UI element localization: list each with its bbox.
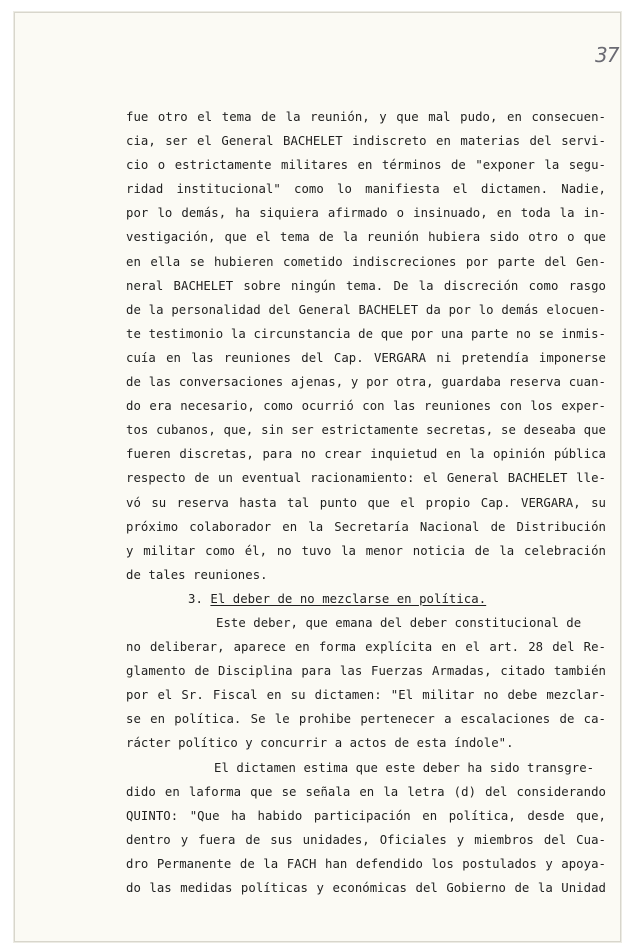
section-number: 3. (188, 591, 203, 606)
paragraph-2 (126, 611, 606, 756)
text-line: glamento de Disciplina para las Fuerzas Armadas, citado también (126, 664, 606, 679)
text-line: ridad institucional" como lo manifiesta el dictamen. Nadie, (126, 182, 606, 197)
text-line: dentro y fuera de sus unidades, Oficiales y miembros del Cua- (126, 832, 606, 847)
document-page (14, 12, 621, 942)
text-line: cuía en las reuniones del Cap. VERGARA ni pretendía imponerse (126, 350, 606, 365)
text-line: de la personalidad del General BACHELET da por lo demás elocuen- (126, 302, 606, 317)
text-line: QUINTO: "Que ha habido participación en política, desde que, (126, 808, 606, 823)
text-line: neral BACHELET sobre ningún tema. De la discreción como rasgo (126, 278, 606, 293)
text-line: de tales reuniones. (126, 567, 268, 582)
text-line: por el Sr. Fiscal en su dictamen: "El militar no debe mezclar- (126, 688, 606, 703)
paragraph-3 (126, 756, 606, 901)
text-line: do las medidas políticas y económicas del Gobierno de la Unidad (126, 881, 606, 895)
text-line: se en política. Se le prohibe pertenecer a escalaciones de ca- (126, 712, 606, 727)
text-line: no deliberar, aparece en forma explícita en el art. 28 del Re- (126, 640, 606, 655)
text-line: te testimonio la circunstancia de que por una parte no se inmis- (126, 326, 606, 341)
text-line: por lo demás, ha siquiera afirmado o insinuado, en toda la in- (126, 206, 606, 221)
text-line: tos cubanos, que, sin ser estrictamente secretas, se deseaba que (126, 423, 606, 438)
section-title: El deber de no mezclarse en política. (210, 591, 487, 606)
text-line: de las conversaciones ajenas, y por otra, guardaba reserva cuan- (126, 375, 606, 390)
text-line: dido en laforma que se señala en la letra (d) del considerando (126, 784, 606, 799)
section-heading (126, 587, 606, 611)
body-text (126, 105, 606, 900)
text-line: cia, ser el General BACHELET indiscreto en materias del servi- (126, 134, 606, 149)
text-line: vestigación, que el tema de la reunión hubiera sido otro o que (126, 230, 606, 245)
text-line: cio o estrictamente militares en términos de "exponer la segu- (126, 158, 606, 173)
paragraph-1 (126, 105, 606, 587)
text-line: Este deber, que emana del deber constitucional de (216, 615, 582, 630)
text-line: vó su reserva hasta tal punto que el propio Cap. VERGARA, su (126, 495, 606, 510)
text-line: respecto de un eventual racionamiento: el General BACHELET lle- (126, 471, 606, 486)
text-line: fue otro el tema de la reunión, y que mal pudo, en consecuen- (126, 110, 606, 124)
text-line: próximo colaborador en la Secretaría Nacional de Distribución (126, 519, 606, 534)
text-line: y militar como él, no tuvo la menor noticia de la celebración (126, 543, 606, 558)
page-number: 37 (595, 43, 619, 67)
text-line: dro Permanente de la FACH han defendido los postulados y apoya- (126, 856, 606, 871)
text-line: fueren discretas, para no crear inquietud en la opinión pública (126, 447, 606, 462)
text-line: en ella se hubieren cometido indiscreciones por parte del Gen- (126, 254, 606, 269)
text-line: do era necesario, como ocurrió con las reuniones con los exper- (126, 399, 606, 414)
text-line: rácter político y concurrir a actos de esta índole". (126, 736, 514, 751)
text-line: El dictamen estima que este deber ha sido transgre- (214, 760, 595, 775)
